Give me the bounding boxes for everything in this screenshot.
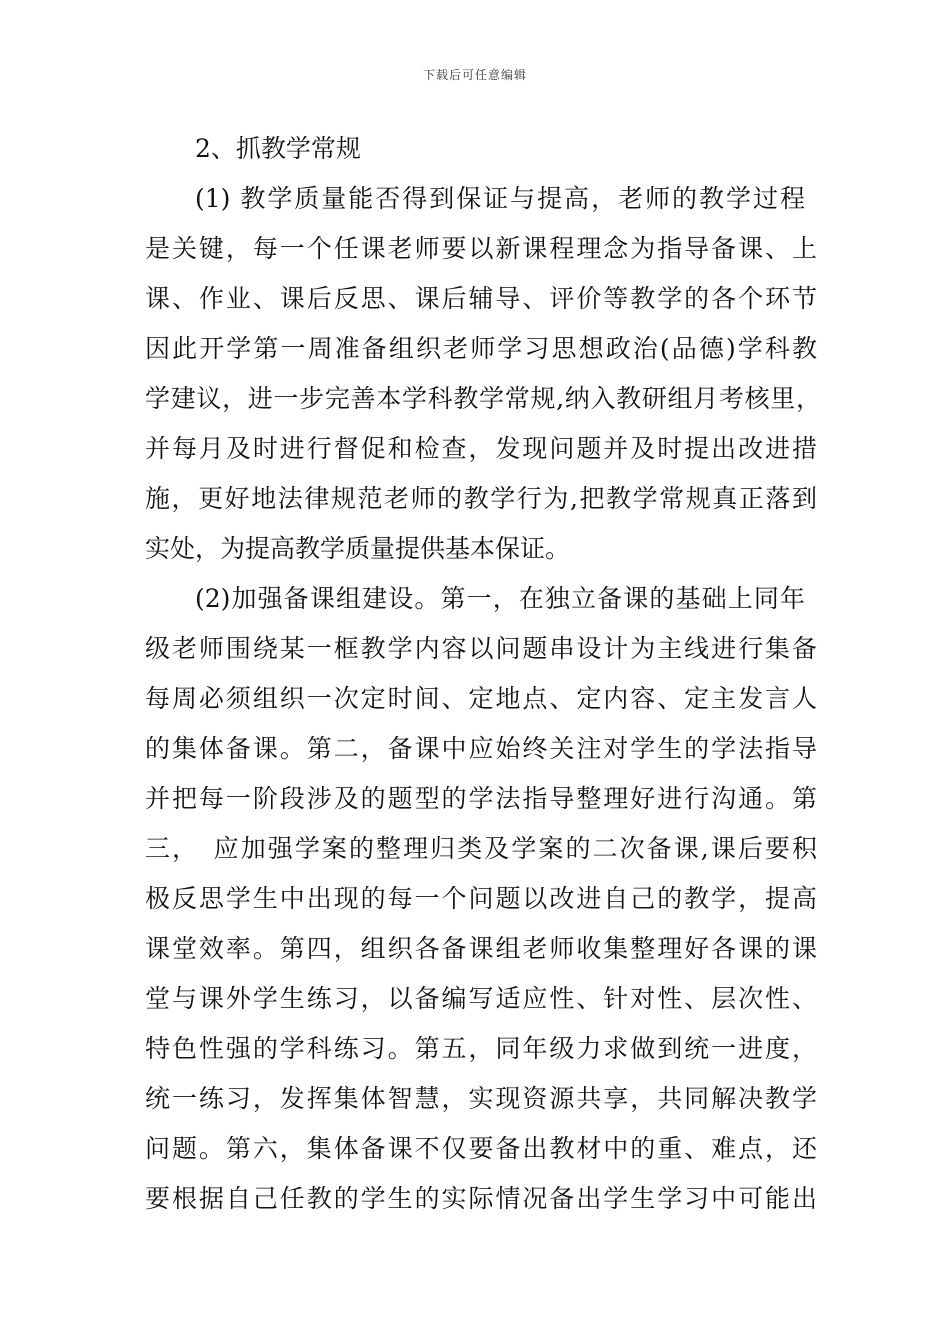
paragraph-line: 三， 应加强学案的整理归类及学案的二次备课,课后要积 [145,834,817,863]
paragraph-line: 并把每一阶段涉及的题型的学法指导整理好进行沟通。第 [145,784,817,813]
paragraph-line: 要根据自己任教的学生的实际情况备出学生学习中可能出 [145,1184,817,1213]
section-heading: 2、抓教学常规 [195,134,361,163]
paragraph-line: 是关键，每一个任课老师要以新课程理念为指导备课、上 [145,234,817,263]
paragraph-line: (1) 教学质量能否得到保证与提高，老师的教学过程 [195,184,805,213]
paragraph-line: 极反思学生中出现的每一个问题以改进自己的教学，提高 [145,884,817,913]
paragraph-line: 并每月及时进行督促和检查，发现问题并及时提出改进措 [145,434,817,463]
paragraph-line: 课、作业、课后反思、课后辅导、评价等教学的各个环节 [145,284,817,313]
paragraph-line: 问题。第六，集体备课不仅要备出教材中的重、难点，还 [145,1134,817,1163]
paragraph-line: 级老师围绕某一框教学内容以问题串设计为主线进行集备 [145,634,817,663]
paragraph-line: 每周必须组织一次定时间、定地点、定内容、定主发言人 [145,684,817,713]
paragraph-line: 特色性强的学科练习。第五，同年级力求做到统一进度， [145,1034,817,1063]
paragraph-line: 学建议，进一步完善本学科教学常规,纳入教研组月考核里， [145,384,821,413]
paragraph-line: 因此开学第一周准备组织老师学习思想政治(品德)学科教 [145,334,817,363]
paragraph-line: (2)加强备课组建设。第一，在独立备课的基础上同年 [195,584,805,613]
paragraph-line: 的集体备课。第二，备课中应始终关注对学生的学法指导 [145,734,817,763]
paragraph-line: 堂与课外学生练习，以备编写适应性、针对性、层次性、 [145,984,817,1013]
paragraph-line: 实处，为提高教学质量提供基本保证。 [145,534,571,563]
paragraph-line: 课堂效率。第四，组织各备课组老师收集整理好各课的课 [145,934,817,963]
page-header: 下载后可任意编辑 [422,68,527,82]
paragraph-line: 施，更好地法律规范老师的教学行为,把教学常规真正落到 [145,484,817,513]
paragraph-line: 统一练习，发挥集体智慧，实现资源共享，共同解决教学 [145,1084,817,1113]
